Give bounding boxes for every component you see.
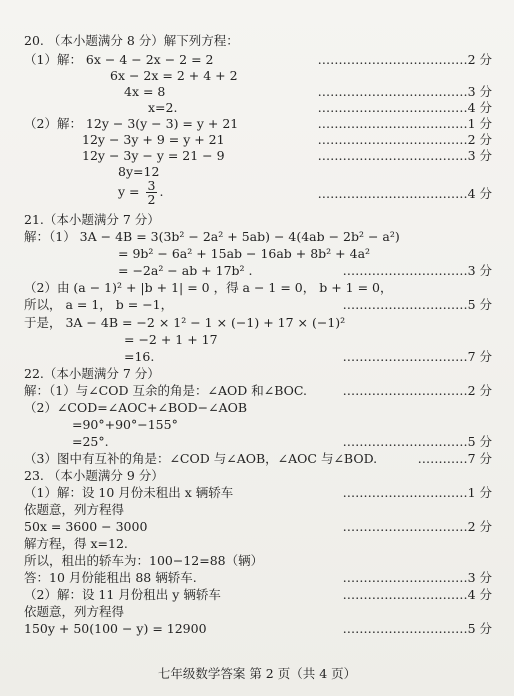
q21-line3: = −2a² − ab + 17b² . xyxy=(118,263,253,278)
q22-score3: …………7 分 xyxy=(417,451,492,466)
q20-p2-line5 xyxy=(118,178,163,206)
q23-line3: 50x = 3600 − 3000 xyxy=(24,519,148,534)
fraction-denominator: 2 xyxy=(147,192,156,207)
q20-p2-fraction xyxy=(146,179,158,206)
q20-p2-score4: ………………………………4 分 xyxy=(317,186,492,201)
q20-p1-line1: （1）解： 6x − 4 − 2x − 2 = 2 xyxy=(24,52,214,67)
q20-p2-line3: 12y − 3y − y = 21 − 9 xyxy=(82,148,225,163)
q21-line6: 于是， 3A − 4B = −2 × 1² − 1 × (−1) + 17 × (−1)² xyxy=(24,315,346,330)
q20-p1-line3: 4x = 8 xyxy=(124,84,166,99)
q23-line7: （2）解：设 11 月份租出 y 辆轿车 xyxy=(24,587,221,602)
q21-line2: = 9b² − 6a² + 15ab − 16ab + 8b² + 4a² xyxy=(118,246,371,261)
q22-title: 22.（本小题满分 7 分） xyxy=(24,366,160,381)
q23-score3: …………………………3 分 xyxy=(342,570,492,585)
q20-title: 20. （本小题满分 8 分）解下列方程： xyxy=(24,33,239,48)
q23-line6: 答：10 月份能租出 88 辆轿车. xyxy=(24,570,197,585)
q21-line1: 解：（1） 3A − 4B = 3(3b² − 2a² + 5ab) − 4(4ab − 2b² − a²) xyxy=(24,229,400,244)
q23-line8: 依题意，列方程得 xyxy=(24,604,125,619)
q20-p2-score2: ………………………………2 分 xyxy=(317,132,492,147)
q20-p2-line5-suffix: . xyxy=(159,184,164,199)
q23-line2: 依题意，列方程得 xyxy=(24,502,125,517)
q20-p2-score1: ………………………………1 分 xyxy=(317,116,492,131)
q20-p2-line1: （2）解： 12y − 3(y − 3) = y + 21 xyxy=(24,116,239,131)
q20-p2-score3: ………………………………3 分 xyxy=(317,148,492,163)
q23-line5: 所以，租出的轿车为：100−12=88（辆） xyxy=(24,553,264,568)
q22-line2: （2）∠COD=∠AOC+∠BOD−∠AOB xyxy=(24,400,248,415)
q20-p2-line5-prefix: y = xyxy=(118,184,140,199)
q22-score1: …………………………2 分 xyxy=(342,383,492,398)
fraction-numerator: 3 xyxy=(147,178,156,193)
q23-line9: 150y + 50(100 − y) = 12900 xyxy=(24,621,207,636)
q22-line4: =25°. xyxy=(72,434,109,449)
q23-title: 23. （本小题满分 9 分） xyxy=(24,468,164,483)
q22-line3: =90°+90°−155° xyxy=(72,417,178,432)
q21-line7: = −2 + 1 + 17 xyxy=(124,332,218,347)
q20-p2-line2: 12y − 3y + 9 = y + 21 xyxy=(82,132,225,147)
q21-score3: …………………………7 分 xyxy=(342,349,492,364)
q23-score4: …………………………4 分 xyxy=(342,587,492,602)
page-footer: 七年级数学答案 第 2 页（共 4 页） xyxy=(157,666,357,681)
q20-p1-score2: ………………………………3 分 xyxy=(317,84,492,99)
q23-score2: …………………………2 分 xyxy=(342,519,492,534)
q20-p1-line4: x=2. xyxy=(148,100,178,115)
q23-line4: 解方程，得 x=12. xyxy=(24,536,128,551)
q22-line1: 解：（1）与∠COD 互余的角是：∠AOD 和∠BOC. xyxy=(24,383,307,398)
q21-line4: （2）由 (a − 1)² + |b + 1| = 0 ，得 a − 1 = 0， b + 1 = 0， xyxy=(24,280,393,295)
q21-score1: …………………………3 分 xyxy=(342,263,492,278)
q21-score2: …………………………5 分 xyxy=(342,297,492,312)
q23-score5: …………………………5 分 xyxy=(342,621,492,636)
q20-p1-line2: 6x − 2x = 2 + 4 + 2 xyxy=(110,68,238,83)
q20-p1-score1: ………………………………2 分 xyxy=(317,52,492,67)
q22-score2: …………………………5 分 xyxy=(342,434,492,449)
q21-title: 21.（本小题满分 7 分） xyxy=(24,212,160,227)
q23-line1: （1）解：设 10 月份未租出 x 辆轿车 xyxy=(24,485,234,500)
q20-p1-score3: ………………………………4 分 xyxy=(317,100,492,115)
q23-score1: …………………………1 分 xyxy=(342,485,492,500)
q21-line8: =16. xyxy=(124,349,155,364)
q22-line5: （3）图中有互补的角是：∠COD 与∠AOB，∠AOC 与∠BOD. xyxy=(24,451,378,466)
q20-p2-line4: 8y=12 xyxy=(118,164,160,179)
q21-line5: 所以， a = 1， b = −1， xyxy=(24,297,174,312)
